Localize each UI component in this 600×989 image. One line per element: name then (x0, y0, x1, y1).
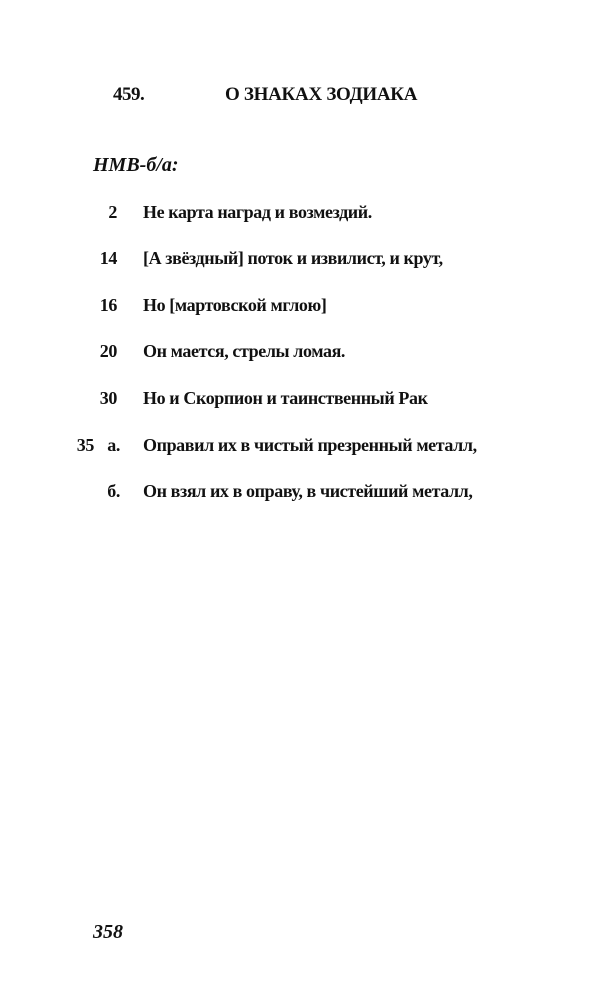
line-number: 30 (99, 388, 117, 408)
variant-letter: б. (107, 481, 120, 501)
variant-text: Он взял их в оправу, в чистейший металл, (143, 481, 473, 501)
variant-row (0, 341, 600, 367)
variant-row (0, 248, 600, 274)
line-number: 2 (108, 202, 117, 222)
entry-number: 459. (113, 84, 145, 105)
page-number: 358 (93, 921, 123, 943)
source-siglum: НМВ-б/а: (93, 154, 179, 176)
line-number: 16 (99, 295, 117, 315)
variant-row (0, 202, 600, 228)
variant-row (0, 481, 600, 507)
variant-letter: а. (107, 435, 120, 455)
variant-text: Не карта наград и возмездий. (143, 202, 372, 222)
variant-row (0, 295, 600, 321)
variant-row (0, 435, 600, 461)
variant-text: Он мается, стрелы ломая. (143, 341, 346, 361)
variant-text: Но и Скорпион и таинственный Рак (143, 388, 428, 408)
line-number: 20 (99, 341, 117, 361)
line-number: 14 (99, 248, 117, 268)
variant-row (0, 388, 600, 414)
variant-text: Оправил их в чистый презренный металл, (143, 435, 477, 455)
line-number: 35 (76, 435, 94, 455)
variant-text: Но [мартовской мглою] (143, 295, 327, 315)
entry-title: О ЗНАКАХ ЗОДИАКА (225, 84, 418, 105)
variant-text: [А звёздный] поток и извилист, и крут, (143, 248, 443, 268)
